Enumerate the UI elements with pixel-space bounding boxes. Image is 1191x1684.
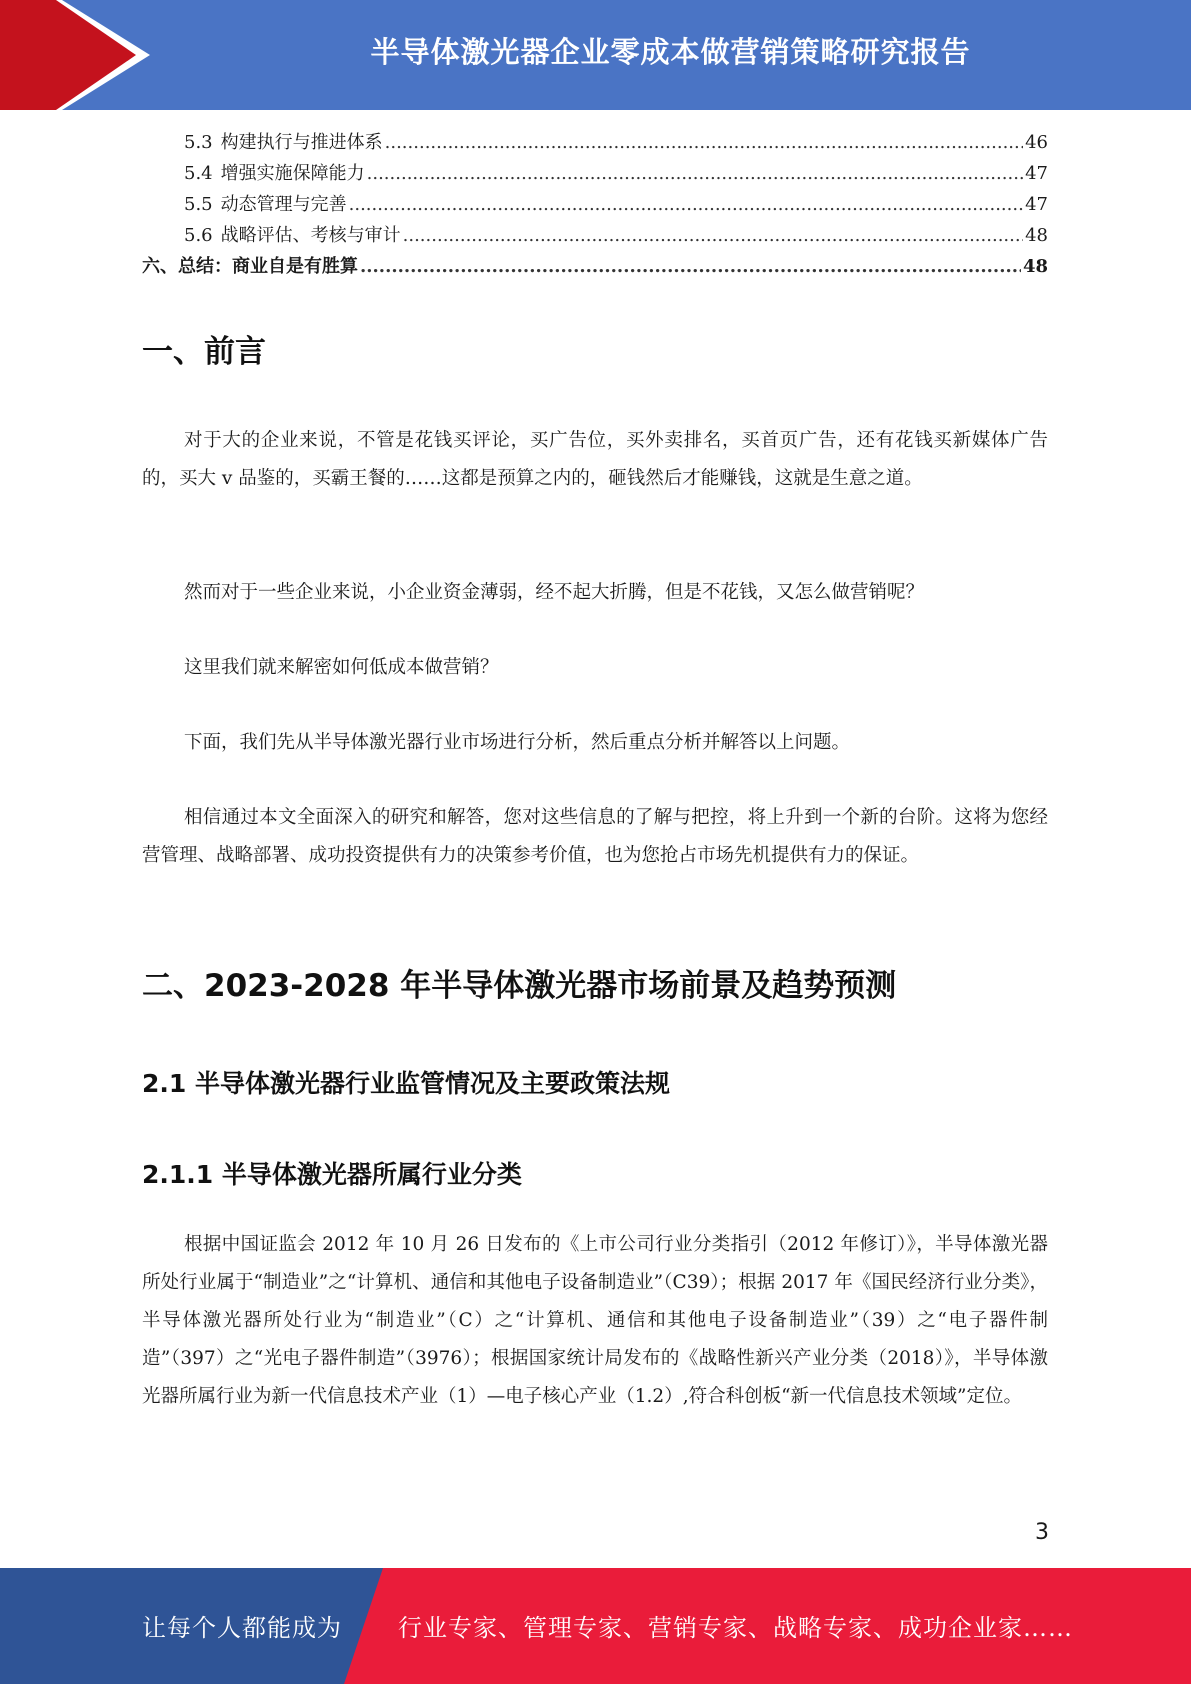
toc-entry-page: 48 — [1022, 256, 1048, 277]
toc-leader-dots — [367, 163, 1023, 184]
page-number: 3 — [1035, 1520, 1049, 1545]
subsubsection-heading: 2.1.1 半导体激光器所属行业分类 — [142, 1160, 522, 1189]
toc-entry-number: 5.3 — [184, 132, 213, 153]
body-paragraph: 根据中国证监会 2012 年 10 月 26 日发布的《上市公司行业分类指引（2012 年修订）》，半导体激光器所处行业属于“制造业”之“计算机、通信和其他电子设备制造业”（C39）；根据 2017 年《国民经济行业分类》，半导体激光器所处行业为“制造业”（C）之“计算机、通信和其他电子设备制造业”（39）之“电子器件制造”（397）之“光电子器件制造”（3976）；根据国家统计局发布的《战略性新兴产业分类（2018）》，半导体激光器所属行业为新一代信息技术产业（1）—电子核心产业（1.2）,符合科创板“新一代信息技术领域”定位。 — [142, 1234, 1048, 1407]
footer-slogan-right: 行业专家、管理专家、营销专家、战略专家、成功企业家…… — [398, 1614, 1073, 1642]
report-title: 半导体激光器企业零成本做营销策略研究报告 — [370, 34, 971, 69]
toc-entry[interactable] — [142, 190, 1048, 221]
section-heading-forecast: 二、2023-2028 年半导体激光器市场前景及趋势预测 — [142, 968, 897, 1004]
body-paragraph: 然而对于一些企业来说，小企业资金薄弱，经不起大折腾，但是不花钱，又怎么做营销呢？ — [184, 582, 925, 603]
table-of-contents — [142, 128, 1048, 283]
subsection-heading: 2.1 半导体激光器行业监管情况及主要政策法规 — [142, 1069, 670, 1098]
toc-leader-dots — [403, 225, 1023, 246]
toc-leader-dots — [385, 132, 1023, 153]
body-paragraph: 对于大的企业来说，不管是花钱买评论，买广告位，买外卖排名，买首页广告，还有花钱买新媒体广告的，买大 v 品鉴的，买霸王餐的……这都是预算之内的，砸钱然后才能赚钱，这就是生意之道。 — [142, 430, 1048, 489]
toc-entry[interactable] — [142, 128, 1048, 159]
body-paragraph: 相信通过本文全面深入的研究和解答，您对这些信息的了解与把控，将上升到一个新的台阶。这将为您经营管理、战略部署、成功投资提供有力的决策参考价值，也为您抢占市场先机提供有力的保证。 — [142, 807, 1048, 866]
toc-entry-page: 48 — [1025, 225, 1048, 246]
toc-entry[interactable] — [142, 252, 1048, 283]
toc-entry-page: 47 — [1025, 163, 1048, 184]
header-arrow-decoration — [0, 0, 150, 110]
toc-entry-label: 六、总结：商业自是有胜算 — [142, 256, 358, 277]
toc-entry-label: 构建执行与推进体系 — [220, 132, 383, 153]
toc-entry[interactable] — [142, 221, 1048, 252]
body-paragraph: 这里我们就来解密如何低成本做营销？ — [184, 657, 499, 678]
toc-entry-label: 动态管理与完善 — [220, 194, 347, 215]
toc-entry-page: 46 — [1025, 132, 1048, 153]
toc-entry-page: 47 — [1025, 194, 1048, 215]
toc-leader-dots — [360, 256, 1021, 277]
toc-entry-number: 5.5 — [184, 194, 213, 215]
section-heading-preface: 一、前言 — [142, 334, 266, 370]
toc-entry-number: 5.6 — [184, 225, 213, 246]
body-paragraph: 下面，我们先从半导体激光器行业市场进行分析，然后重点分析并解答以上问题。 — [184, 732, 851, 753]
toc-entry-label: 增强实施保障能力 — [220, 163, 365, 184]
footer-slogan-left: 让每个人都能成为 — [142, 1614, 342, 1642]
toc-entry-label: 战略评估、考核与审计 — [220, 225, 401, 246]
toc-entry[interactable] — [142, 159, 1048, 190]
toc-entry-number: 5.4 — [184, 163, 213, 184]
toc-leader-dots — [349, 194, 1023, 215]
header-band — [0, 0, 1191, 110]
